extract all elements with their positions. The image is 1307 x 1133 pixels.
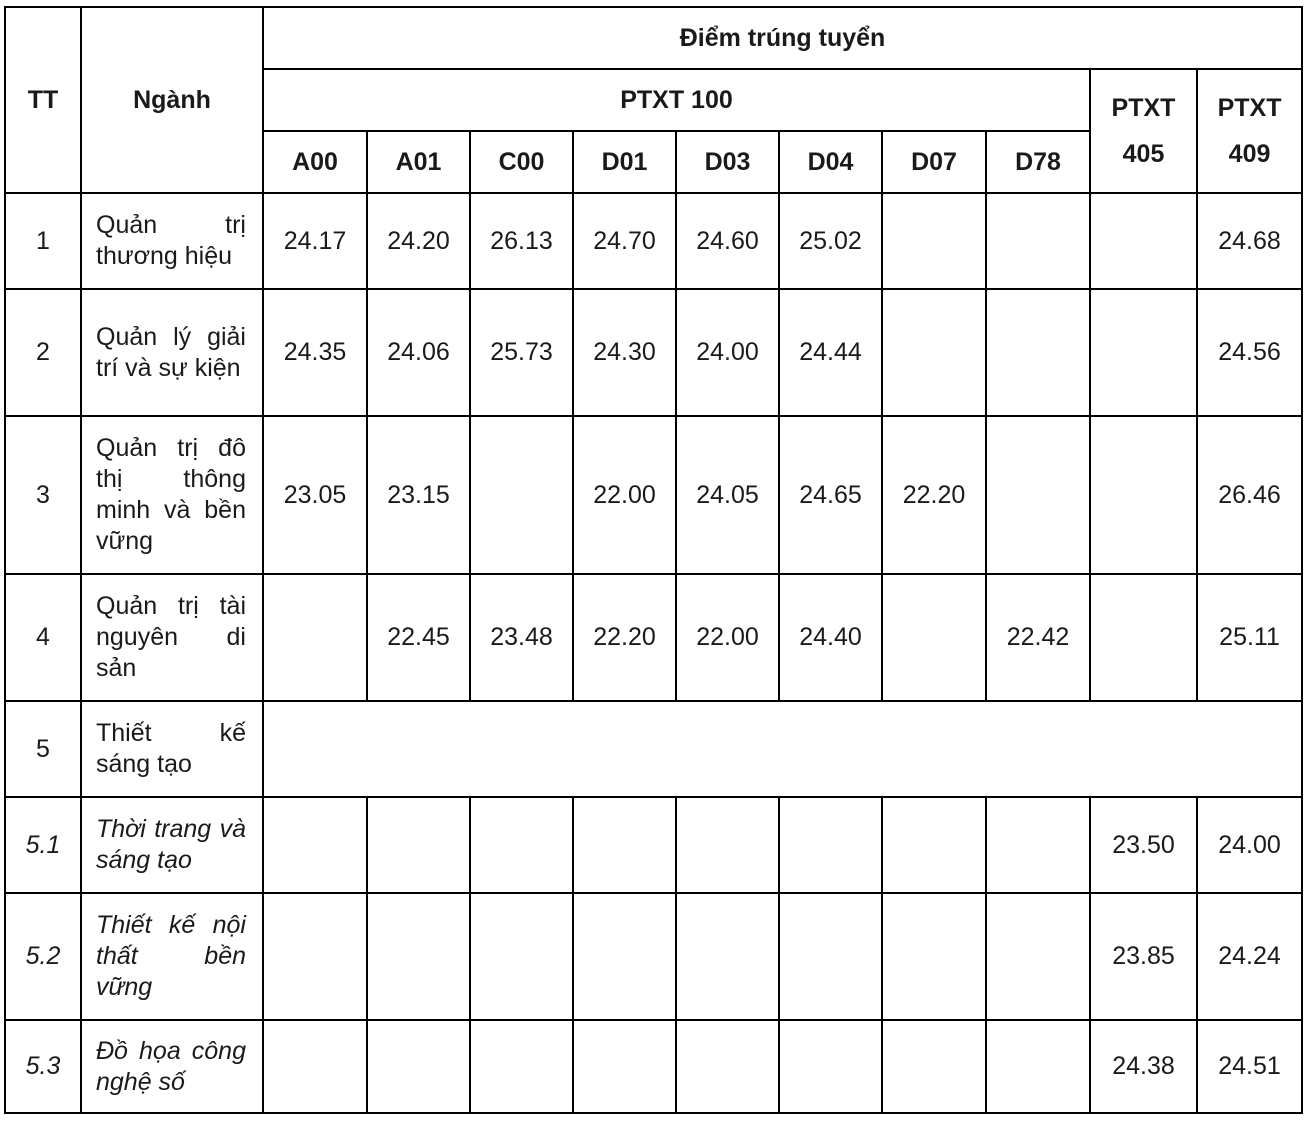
row-number: 4 <box>5 574 81 701</box>
score-cell: 24.05 <box>676 416 779 574</box>
major-name: Thiết kế nội thất bền vững <box>81 893 263 1020</box>
score-cell <box>882 574 986 701</box>
score-cell <box>1090 416 1197 574</box>
score-cell <box>573 797 676 893</box>
row-number: 1 <box>5 193 81 289</box>
header-combo-a00: A00 <box>263 131 367 193</box>
row-number: 2 <box>5 289 81 416</box>
score-cell: 22.45 <box>367 574 470 701</box>
score-cell <box>882 193 986 289</box>
table-row <box>5 193 1302 289</box>
score-cell <box>986 193 1090 289</box>
score-cell: 26.13 <box>470 193 573 289</box>
admission-score-table <box>4 6 1303 1114</box>
score-cell: 23.85 <box>1090 893 1197 1020</box>
header-ptxt-100: PTXT 100 <box>263 69 1090 131</box>
score-cell: 24.60 <box>676 193 779 289</box>
score-cell: 22.20 <box>573 574 676 701</box>
score-cell: 22.00 <box>676 574 779 701</box>
header-combo-a01: A01 <box>367 131 470 193</box>
table-row <box>5 797 1302 893</box>
score-cell: 24.65 <box>779 416 882 574</box>
header-combo-d04: D04 <box>779 131 882 193</box>
header-ptxt-405: PTXT 405 <box>1090 69 1197 193</box>
score-cell <box>676 797 779 893</box>
score-cell: 24.70 <box>573 193 676 289</box>
score-cell: 22.42 <box>986 574 1090 701</box>
score-cell <box>263 1020 367 1113</box>
major-name: Quản trị tài nguyên di sản <box>81 574 263 701</box>
header-diem-trung-tuyen: Điểm trúng tuyển <box>263 7 1302 69</box>
score-cell: 24.38 <box>1090 1020 1197 1113</box>
header-combo-c00: C00 <box>470 131 573 193</box>
score-cell: 24.17 <box>263 193 367 289</box>
score-cell: 24.35 <box>263 289 367 416</box>
header-combo-d01: D01 <box>573 131 676 193</box>
score-cell <box>263 893 367 1020</box>
score-cell <box>367 797 470 893</box>
score-cell <box>470 1020 573 1113</box>
score-cell: 25.73 <box>470 289 573 416</box>
score-cell: 23.50 <box>1090 797 1197 893</box>
score-cell <box>1090 193 1197 289</box>
row-number: 5 <box>5 701 81 797</box>
score-cell: 24.30 <box>573 289 676 416</box>
row-number: 3 <box>5 416 81 574</box>
score-cell: 24.00 <box>676 289 779 416</box>
score-cell <box>263 574 367 701</box>
header-nganh: Ngành <box>81 7 263 193</box>
header-combo-d78: D78 <box>986 131 1090 193</box>
score-cell <box>882 893 986 1020</box>
score-cell: 25.02 <box>779 193 882 289</box>
major-name: Thiết kế sáng tạo <box>81 701 263 797</box>
score-cell <box>986 416 1090 574</box>
score-cell <box>263 797 367 893</box>
score-cell <box>1090 289 1197 416</box>
table-row <box>5 416 1302 574</box>
score-cell: 24.24 <box>1197 893 1302 1020</box>
score-cell: 24.68 <box>1197 193 1302 289</box>
table-row <box>5 289 1302 416</box>
row-number: 5.3 <box>5 1020 81 1113</box>
major-name: Quản trị đô thị thông minh và bền vững <box>81 416 263 574</box>
score-cell <box>779 893 882 1020</box>
score-cell <box>779 797 882 893</box>
merged-empty-cell <box>263 701 1302 797</box>
table-row <box>5 1020 1302 1113</box>
score-cell: 25.11 <box>1197 574 1302 701</box>
score-cell <box>882 797 986 893</box>
score-cell: 23.48 <box>470 574 573 701</box>
score-cell: 24.06 <box>367 289 470 416</box>
table-row <box>5 701 1302 797</box>
major-name: Thời trang và sáng tạo <box>81 797 263 893</box>
major-name: Quản trị thương hiệu <box>81 193 263 289</box>
score-cell <box>779 1020 882 1113</box>
score-cell <box>1090 574 1197 701</box>
score-cell <box>882 1020 986 1113</box>
score-cell <box>986 1020 1090 1113</box>
table-row <box>5 893 1302 1020</box>
score-cell: 23.05 <box>263 416 367 574</box>
score-cell: 26.46 <box>1197 416 1302 574</box>
table-row <box>5 574 1302 701</box>
score-cell: 22.00 <box>573 416 676 574</box>
score-cell: 24.44 <box>779 289 882 416</box>
score-cell <box>573 1020 676 1113</box>
score-cell: 24.00 <box>1197 797 1302 893</box>
score-cell <box>367 1020 470 1113</box>
score-cell <box>470 797 573 893</box>
row-number: 5.2 <box>5 893 81 1020</box>
score-cell: 24.40 <box>779 574 882 701</box>
score-cell: 24.51 <box>1197 1020 1302 1113</box>
score-cell: 22.20 <box>882 416 986 574</box>
score-cell <box>986 797 1090 893</box>
score-cell <box>676 893 779 1020</box>
score-cell <box>470 416 573 574</box>
header-combo-d07: D07 <box>882 131 986 193</box>
score-cell <box>882 289 986 416</box>
score-cell <box>986 289 1090 416</box>
score-cell: 24.20 <box>367 193 470 289</box>
header-ptxt-409: PTXT 409 <box>1197 69 1302 193</box>
score-cell <box>986 893 1090 1020</box>
major-name: Đồ họa công nghệ số <box>81 1020 263 1113</box>
score-cell: 24.56 <box>1197 289 1302 416</box>
score-cell: 23.15 <box>367 416 470 574</box>
score-cell <box>470 893 573 1020</box>
major-name: Quản lý giải trí và sự kiện <box>81 289 263 416</box>
score-cell <box>676 1020 779 1113</box>
row-number: 5.1 <box>5 797 81 893</box>
score-cell <box>573 893 676 1020</box>
score-cell <box>367 893 470 1020</box>
header-combo-d03: D03 <box>676 131 779 193</box>
header-tt: TT <box>5 7 81 193</box>
